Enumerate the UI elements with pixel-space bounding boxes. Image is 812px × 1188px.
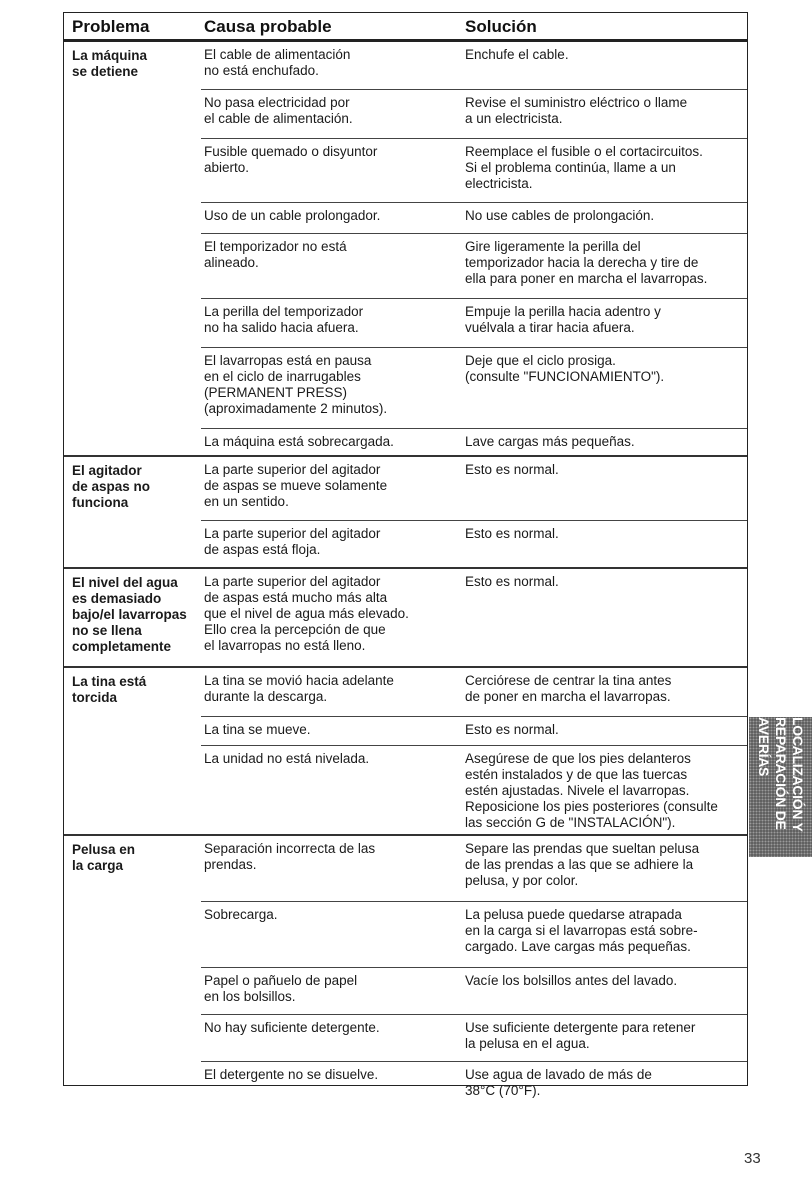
page-number: 33 — [744, 1150, 761, 1167]
table-row — [201, 138, 747, 202]
cause-cell: El temporizador no está alineado. — [204, 239, 347, 270]
cause-cell: Uso de un cable prolongador. — [204, 208, 381, 223]
table-row — [201, 298, 747, 347]
table-header — [64, 12, 747, 42]
problem-group — [64, 42, 747, 457]
cause-cell: La parte superior del agitador de aspas se mueve solamente en un sentido. — [204, 462, 388, 509]
table-row — [201, 89, 747, 138]
solution-cell: Use agua de lavado de más de 38°C (70°F). — [465, 1067, 652, 1098]
side-tab-label: LOCALIZACIÓN Y REPARACIÓN DE AVERÍAS — [756, 717, 806, 832]
solution-cell: Esto es normal. — [465, 574, 559, 589]
solution-cell: Asegúrese de que los pies delanteros estén instalados y de que las tuercas estén ajustadas. Nivele el lavarropas. Reposicione los pies posteriores (consulte las sección G de "INSTALACIÓN"). — [465, 751, 718, 830]
table-row — [201, 42, 747, 89]
problem-label: La tina está torcida — [72, 674, 147, 705]
solution-cell: Use suficiente detergente para retener la pelusa en el agua. — [465, 1020, 696, 1051]
problem-group — [64, 457, 747, 569]
solution-cell: Separe las prendas que sueltan pelusa de las prendas a las que se adhiere la pelusa, y por color. — [465, 841, 700, 888]
table-row — [201, 1014, 747, 1061]
table-row — [201, 716, 747, 745]
solution-cell: Enchufe el cable. — [465, 47, 569, 62]
problem-label: El nivel del agua es demasiado bajo/el lavarropas no se llena completamente — [72, 575, 187, 654]
cause-cell: El lavarropas está en pausa en el ciclo de inarrugables (PERMANENT PRESS) (aproximadamente 2 minutos). — [204, 353, 388, 416]
problem-group — [64, 668, 747, 836]
table-row — [201, 233, 747, 298]
header-solution: Solución — [465, 17, 537, 36]
troubleshooting-table — [63, 12, 748, 1098]
table-row — [201, 457, 747, 520]
table-row — [201, 745, 747, 833]
header-cause: Causa probable — [204, 17, 332, 36]
problem-label: Pelusa en la carga — [72, 842, 136, 873]
table-row — [201, 347, 747, 428]
solution-cell: No use cables de prolongación. — [465, 208, 655, 223]
table-row — [201, 668, 747, 716]
cause-cell: La tina se mueve. — [204, 722, 311, 737]
header-problem: Problema — [72, 17, 150, 36]
cause-cell: El detergente no se disuelve. — [204, 1067, 379, 1082]
table-row — [201, 901, 747, 967]
cause-cell: Papel o pañuelo de papel en los bolsillos. — [204, 973, 358, 1004]
solution-cell: Reemplace el fusible o el cortacircuitos. Si el problema continúa, llame a un electricista. — [465, 144, 703, 191]
cause-cell: La perilla del temporizador no ha salido hacia afuera. — [204, 304, 364, 335]
cause-cell: No pasa electricidad por el cable de alimentación. — [204, 95, 353, 126]
solution-cell: Esto es normal. — [465, 526, 559, 541]
cause-cell: La máquina está sobrecargada. — [204, 434, 394, 449]
solution-cell: Empuje la perilla hacia adentro y vuélvala a tirar hacia afuera. — [465, 304, 661, 335]
cause-cell: Sobrecarga. — [204, 907, 278, 922]
table-row — [201, 202, 747, 233]
cause-cell: Separación incorrecta de las prendas. — [204, 841, 376, 872]
cause-cell: La unidad no está nivelada. — [204, 751, 370, 766]
table-row — [201, 428, 747, 460]
cause-cell: La tina se movió hacia adelante durante la descarga. — [204, 673, 394, 704]
cause-cell: Fusible quemado o disyuntor abierto. — [204, 144, 378, 175]
solution-cell: Vacíe los bolsillos antes del lavado. — [465, 973, 678, 988]
section-side-tab — [749, 717, 812, 857]
cause-cell: La parte superior del agitador de aspas está mucho más alta que el nivel de agua más elevado. Ello crea la percepción de que el lavarropas no está lleno. — [204, 574, 409, 653]
solution-cell: Esto es normal. — [465, 462, 559, 477]
problem-group — [64, 836, 747, 1122]
problem-label: El agitador de aspas no funciona — [72, 463, 151, 510]
table-row — [201, 967, 747, 1014]
cause-cell: El cable de alimentación no está enchufado. — [204, 47, 351, 78]
problem-group — [64, 569, 747, 668]
solution-cell: Deje que el ciclo prosiga. (consulte "FUNCIONAMIENTO"). — [465, 353, 665, 384]
problem-label: La máquina se detiene — [72, 48, 148, 79]
solution-cell: Revise el suministro eléctrico o llame a un electricista. — [465, 95, 688, 126]
cause-cell: La parte superior del agitador de aspas está floja. — [204, 526, 381, 557]
cause-cell: No hay suficiente detergente. — [204, 1020, 380, 1035]
table-row — [201, 1061, 747, 1107]
solution-cell: Esto es normal. — [465, 722, 559, 737]
solution-cell: Cerciórese de centrar la tina antes de poner en marcha el lavarropas. — [465, 673, 672, 704]
table-row — [201, 836, 747, 901]
table-row — [201, 569, 747, 663]
solution-cell: Gire ligeramente la perilla del temporizador hacia la derecha y tire de ella para poner en marcha el lavarropas. — [465, 239, 708, 286]
table-row — [201, 520, 747, 565]
solution-cell: Lave cargas más pequeñas. — [465, 434, 635, 449]
solution-cell: La pelusa puede quedarse atrapada en la carga si el lavarropas está sobre- cargado. Lave cargas más pequeñas. — [465, 907, 698, 954]
